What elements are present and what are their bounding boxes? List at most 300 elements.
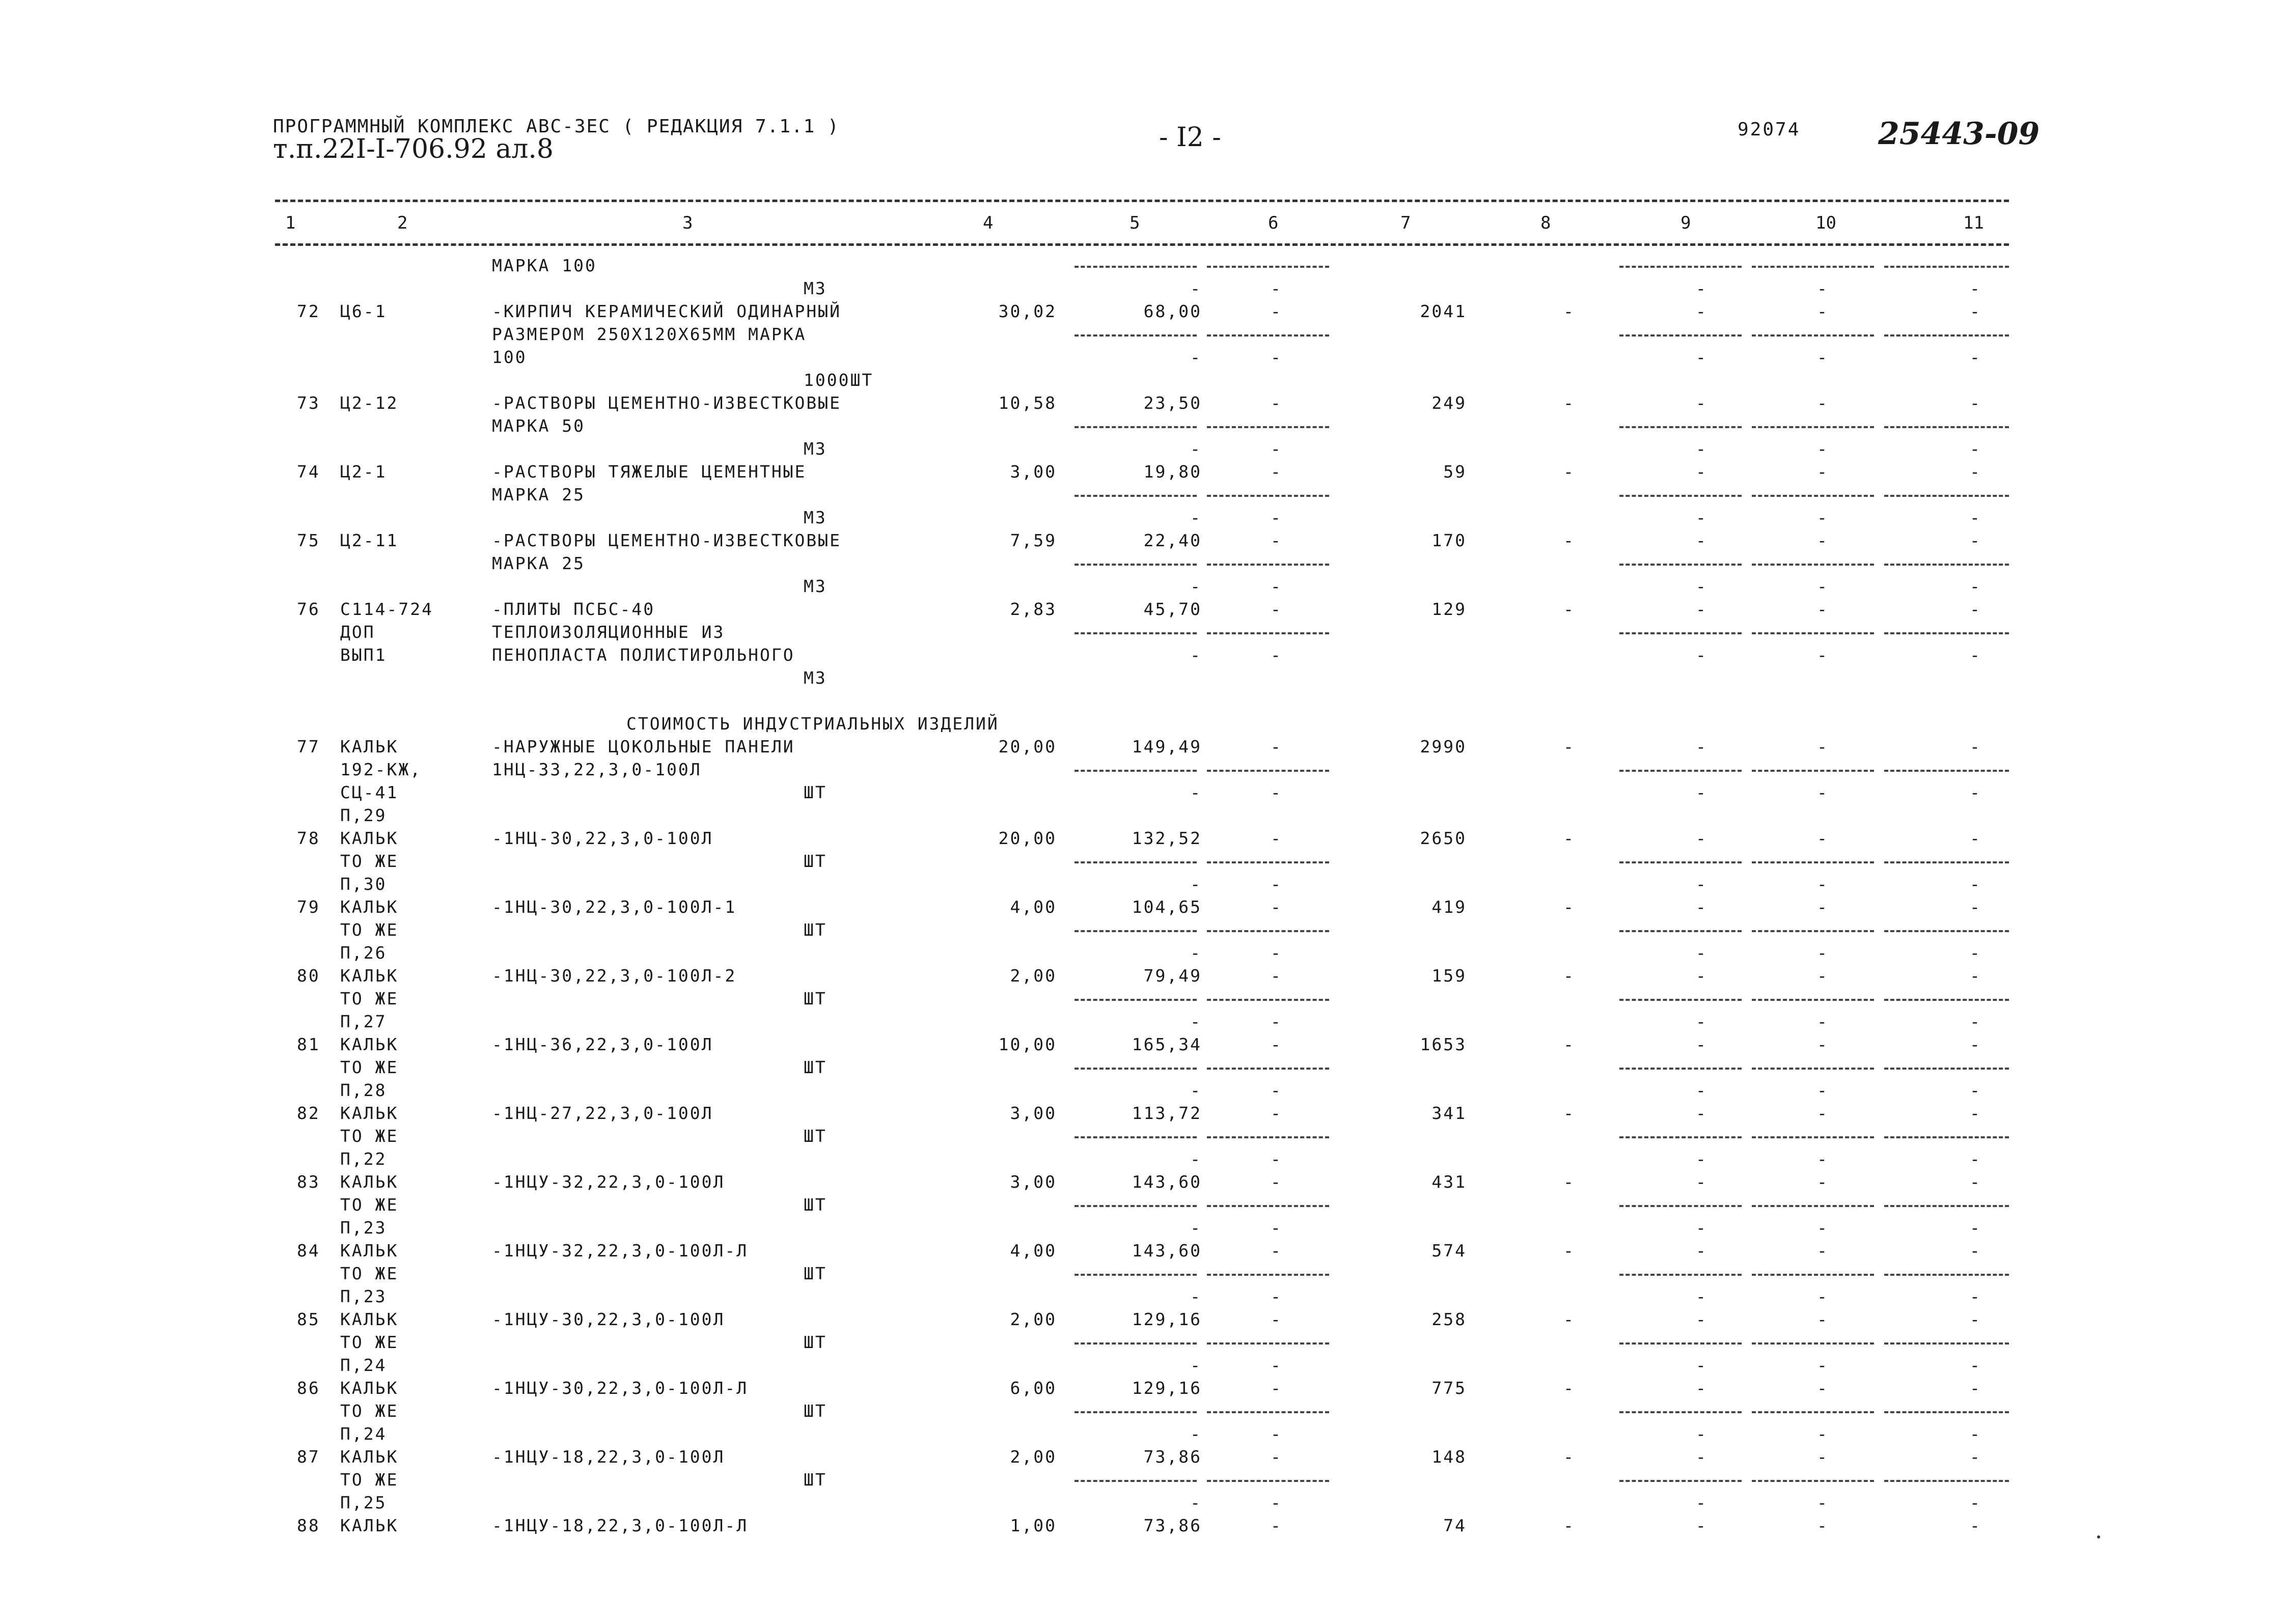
quantity: 3,00 — [1010, 1103, 1057, 1123]
col-10: - — [1817, 1218, 1829, 1238]
unit: ШТ — [804, 1195, 827, 1215]
col-9: - — [1696, 1012, 1707, 1031]
item-name: 100 — [492, 347, 527, 367]
item-name: -КИРПИЧ КЕРАМИЧЕСКИЙ ОДИНАРНЫЙ — [492, 301, 842, 321]
col-5: 79,49 — [1143, 966, 1202, 986]
col-9: - — [1696, 1355, 1707, 1375]
dashed-rule — [1207, 861, 1329, 863]
col-11: - — [1970, 1493, 1981, 1513]
col-6: - — [1271, 1172, 1282, 1192]
col-5: 129,16 — [1132, 1309, 1202, 1329]
rate-code: КАЛЬК — [340, 1103, 399, 1123]
col-5: 45,70 — [1143, 599, 1202, 619]
col-11: - — [1970, 1424, 1981, 1444]
dashed-rule — [1619, 334, 1742, 337]
col-6: - — [1271, 508, 1282, 527]
col-9: - — [1696, 1424, 1707, 1444]
table-row — [0, 301, 2286, 324]
col-6: - — [1271, 1424, 1282, 1444]
col-7: 159 — [1431, 966, 1467, 986]
table-row — [0, 1080, 2286, 1103]
col-11: - — [1970, 943, 1981, 963]
col-5: - — [1190, 1286, 1202, 1306]
item-name: ПЕНОПЛАСТА ПОЛИСТИРОЛЬНОГО — [492, 645, 795, 665]
rate-code: Ц2-12 — [340, 393, 399, 413]
quantity: 20,00 — [998, 828, 1057, 848]
col-5: - — [1190, 1424, 1202, 1444]
col-10: - — [1817, 645, 1829, 665]
unit: ШТ — [804, 920, 827, 940]
col-5: 73,86 — [1143, 1447, 1202, 1467]
col-6: - — [1271, 1309, 1282, 1329]
col-10: - — [1817, 737, 1829, 757]
col-11: - — [1970, 439, 1981, 459]
col-10: - — [1817, 1103, 1829, 1123]
col-6: - — [1271, 897, 1282, 917]
table-row — [0, 737, 2286, 760]
col-7: 2990 — [1420, 737, 1467, 757]
col-6: - — [1271, 737, 1282, 757]
col-5: 104,65 — [1132, 897, 1202, 917]
rate-code: П,22 — [340, 1149, 387, 1169]
dashed-rule — [1884, 861, 2009, 863]
rate-code: П,25 — [340, 1493, 387, 1513]
col-8: - — [1563, 599, 1575, 619]
table-row — [0, 1355, 2286, 1378]
row-number: 77 — [297, 737, 320, 757]
col-10: - — [1817, 576, 1829, 596]
col-9: - — [1696, 1447, 1707, 1467]
document-number: 25443-09 — [1878, 116, 2040, 152]
item-name: МАРКА 25 — [492, 553, 585, 573]
col-11: - — [1970, 1447, 1981, 1467]
col-8: - — [1563, 897, 1575, 917]
col-9: - — [1696, 1218, 1707, 1238]
dashed-rule — [1207, 426, 1329, 428]
dashed-rule — [1075, 770, 1197, 772]
col-6: - — [1271, 1516, 1282, 1535]
col-11: - — [1970, 278, 1981, 298]
col-11: - — [1970, 782, 1981, 802]
col-6: - — [1271, 1378, 1282, 1398]
dashed-rule — [1619, 1342, 1742, 1345]
quantity: 1,00 — [1010, 1516, 1057, 1535]
col-8: - — [1563, 1172, 1575, 1192]
dashed-rule — [1619, 770, 1742, 772]
col-11: - — [1970, 1172, 1981, 1192]
row-number: 86 — [297, 1378, 320, 1398]
col-6: - — [1271, 943, 1282, 963]
table-row — [0, 805, 2286, 828]
col-10: - — [1817, 393, 1829, 413]
col-5: 68,00 — [1143, 301, 1202, 321]
col-7: 574 — [1431, 1241, 1467, 1261]
table-row — [0, 645, 2286, 668]
item-name: -РАСТВОРЫ ТЯЖЕЛЫЕ ЦЕМЕНТНЫЕ — [492, 462, 807, 482]
dashed-rule — [1752, 495, 1874, 497]
col-10: - — [1817, 462, 1829, 482]
estimate-table — [0, 256, 2286, 1538]
rate-code: П,23 — [340, 1218, 387, 1238]
dashed-rule — [1752, 999, 1874, 1001]
column-header-1: 1 — [285, 213, 296, 233]
col-6: - — [1271, 576, 1282, 596]
dashed-rule — [1884, 564, 2009, 566]
col-10: - — [1817, 1149, 1829, 1169]
table-row — [0, 393, 2286, 416]
col-9: - — [1696, 1309, 1707, 1329]
dashed-rule — [1207, 632, 1329, 634]
col-5: - — [1190, 576, 1202, 596]
unit: М3 — [804, 576, 827, 596]
rate-code: КАЛЬК — [340, 1309, 399, 1329]
dashed-rule — [1884, 1205, 2009, 1207]
dashed-rule — [1619, 1068, 1742, 1070]
column-header-8: 8 — [1540, 213, 1551, 233]
dashed-rule — [1207, 1480, 1329, 1482]
column-header-row — [0, 213, 2286, 238]
col-11: - — [1970, 1218, 1981, 1238]
col-8: - — [1563, 1309, 1575, 1329]
col-10: - — [1817, 1355, 1829, 1375]
col-9: - — [1696, 1241, 1707, 1261]
unit: ШТ — [804, 1470, 827, 1490]
rate-code: ТО ЖЕ — [340, 1195, 399, 1215]
col-8: - — [1563, 1034, 1575, 1054]
col-11: - — [1970, 1103, 1981, 1123]
col-6: - — [1271, 599, 1282, 619]
col-5: - — [1190, 1355, 1202, 1375]
dashed-rule — [1619, 999, 1742, 1001]
col-9: - — [1696, 576, 1707, 596]
rate-code: СЦ-41 — [340, 782, 399, 802]
rate-code: ДОП — [340, 622, 375, 642]
item-name: -РАСТВОРЫ ЦЕМЕНТНО-ИЗВЕСТКОВЫЕ — [492, 530, 842, 550]
row-number: 83 — [297, 1172, 320, 1192]
rate-code: ТО ЖЕ — [340, 920, 399, 940]
col-11: - — [1970, 347, 1981, 367]
col-10: - — [1817, 599, 1829, 619]
unit: ШТ — [804, 989, 827, 1009]
col-5: - — [1190, 874, 1202, 894]
col-8: - — [1563, 301, 1575, 321]
table-header-rule — [275, 243, 2009, 246]
table-row — [0, 462, 2286, 485]
dashed-rule — [1884, 930, 2009, 932]
col-11: - — [1970, 1355, 1981, 1375]
col-5: 149,49 — [1132, 737, 1202, 757]
rate-code: П,23 — [340, 1286, 387, 1306]
column-header-10: 10 — [1815, 213, 1836, 233]
dashed-rule — [1619, 1480, 1742, 1482]
col-10: - — [1817, 1286, 1829, 1306]
dashed-rule — [1207, 564, 1329, 566]
table-row — [0, 485, 2286, 508]
col-5: - — [1190, 508, 1202, 527]
row-number: 74 — [297, 462, 320, 482]
col-9: - — [1696, 1172, 1707, 1192]
col-5: - — [1190, 347, 1202, 367]
row-number: 81 — [297, 1034, 320, 1054]
row-number: 72 — [297, 301, 320, 321]
dashed-rule — [1752, 1411, 1874, 1413]
col-5: 73,86 — [1143, 1516, 1202, 1535]
table-row — [0, 1493, 2286, 1516]
unit: ШТ — [804, 782, 827, 802]
table-row — [0, 668, 2286, 691]
rate-code: КАЛЬК — [340, 737, 399, 757]
rate-code: П,27 — [340, 1012, 387, 1031]
rate-code: КАЛЬК — [340, 1516, 399, 1535]
dashed-rule — [1752, 1342, 1874, 1345]
column-header-4: 4 — [983, 213, 994, 233]
col-11: - — [1970, 874, 1981, 894]
col-10: - — [1817, 874, 1829, 894]
rate-code: Ц6-1 — [340, 301, 387, 321]
col-7: 148 — [1431, 1447, 1467, 1467]
rate-code: ТО ЖЕ — [340, 989, 399, 1009]
col-11: - — [1970, 530, 1981, 550]
col-6: - — [1271, 1218, 1282, 1238]
dashed-rule — [1207, 930, 1329, 932]
dashed-rule — [1075, 564, 1197, 566]
quantity: 2,00 — [1010, 1447, 1057, 1467]
col-10: - — [1817, 1493, 1829, 1513]
dashed-rule — [1075, 1480, 1197, 1482]
col-9: - — [1696, 1149, 1707, 1169]
col-5: 132,52 — [1132, 828, 1202, 848]
dashed-rule — [1075, 266, 1197, 268]
rate-code: 192-КЖ, — [340, 760, 422, 779]
program-header — [273, 116, 840, 164]
row-number: 88 — [297, 1516, 320, 1535]
row-number: 80 — [297, 966, 320, 986]
col-5: - — [1190, 1080, 1202, 1100]
col-11: - — [1970, 645, 1981, 665]
item-name: МАРКА 25 — [492, 485, 585, 505]
dashed-rule — [1075, 632, 1197, 634]
table-row — [0, 576, 2286, 599]
col-5: - — [1190, 439, 1202, 459]
col-11: - — [1970, 897, 1981, 917]
item-name: -1НЦУ-30,22,3,0-100Л — [492, 1309, 725, 1329]
program-line: ПРОГРАММНЫЙ КОМПЛЕКС АВС-3ЕС ( РЕДАКЦИЯ 7.1.1 ) — [273, 116, 840, 137]
dashed-rule — [1075, 1068, 1197, 1070]
col-6: - — [1271, 645, 1282, 665]
quantity: 3,00 — [1010, 1172, 1057, 1192]
dashed-rule — [1075, 1205, 1197, 1207]
dashed-rule — [1075, 334, 1197, 337]
col-6: - — [1271, 347, 1282, 367]
col-11: - — [1970, 576, 1981, 596]
col-9: - — [1696, 462, 1707, 482]
col-7: 1653 — [1420, 1034, 1467, 1054]
col-9: - — [1696, 347, 1707, 367]
dashed-rule — [1884, 1274, 2009, 1276]
col-6: - — [1271, 1034, 1282, 1054]
col-8: - — [1563, 530, 1575, 550]
dashed-rule — [1207, 999, 1329, 1001]
item-name: -1НЦУ-30,22,3,0-100Л-Л — [492, 1378, 749, 1398]
dashed-rule — [1619, 426, 1742, 428]
col-11: - — [1970, 1080, 1981, 1100]
column-header-3: 3 — [682, 213, 693, 233]
col-5: - — [1190, 1493, 1202, 1513]
item-name: -РАСТВОРЫ ЦЕМЕНТНО-ИЗВЕСТКОВЫЕ — [492, 393, 842, 413]
table-row — [0, 416, 2286, 439]
col-10: - — [1817, 782, 1829, 802]
col-9: - — [1696, 439, 1707, 459]
rate-code: КАЛЬК — [340, 966, 399, 986]
dashed-rule — [1619, 930, 1742, 932]
col-11: - — [1970, 1034, 1981, 1054]
col-11: - — [1970, 599, 1981, 619]
item-name: -1НЦ-30,22,3,0-100Л-1 — [492, 897, 737, 917]
col-11: - — [1970, 462, 1981, 482]
col-9: - — [1696, 737, 1707, 757]
column-header-6: 6 — [1268, 213, 1279, 233]
table-row — [0, 1195, 2286, 1218]
col-9: - — [1696, 1286, 1707, 1306]
dashed-rule — [1619, 1411, 1742, 1413]
dashed-rule — [1075, 426, 1197, 428]
col-9: - — [1696, 1516, 1707, 1535]
dashed-rule — [1884, 426, 2009, 428]
item-name: -1НЦУ-32,22,3,0-100Л-Л — [492, 1241, 749, 1261]
quantity: 2,00 — [1010, 966, 1057, 986]
col-5: 165,34 — [1132, 1034, 1202, 1054]
col-8: - — [1563, 737, 1575, 757]
unit: ШТ — [804, 1332, 827, 1352]
col-6: - — [1271, 462, 1282, 482]
dashed-rule — [1884, 999, 2009, 1001]
table-row — [0, 347, 2286, 370]
rate-code: КАЛЬК — [340, 1034, 399, 1054]
table-row — [0, 1264, 2286, 1286]
dashed-rule — [1884, 266, 2009, 268]
table-row — [0, 370, 2286, 393]
col-6: - — [1271, 1080, 1282, 1100]
col-6: - — [1271, 966, 1282, 986]
table-row — [0, 439, 2286, 462]
table-row — [0, 1149, 2286, 1172]
dashed-rule — [1207, 1411, 1329, 1413]
dashed-rule — [1752, 1205, 1874, 1207]
col-10: - — [1817, 897, 1829, 917]
table-row — [0, 851, 2286, 874]
dashed-rule — [1884, 1068, 2009, 1070]
rate-code: П,28 — [340, 1080, 387, 1100]
quantity: 10,00 — [998, 1034, 1057, 1054]
col-9: - — [1696, 393, 1707, 413]
col-6: - — [1271, 301, 1282, 321]
col-9: - — [1696, 1378, 1707, 1398]
dashed-rule — [1752, 861, 1874, 863]
rate-code: П,24 — [340, 1355, 387, 1375]
col-6: - — [1271, 782, 1282, 802]
rate-code: ТО ЖЕ — [340, 1264, 399, 1283]
item-name: -1НЦ-36,22,3,0-100Л — [492, 1034, 713, 1054]
dashed-rule — [1075, 861, 1197, 863]
table-row — [0, 691, 2286, 714]
rate-code: ТО ЖЕ — [340, 1470, 399, 1490]
dashed-rule — [1619, 861, 1742, 863]
item-name: -ПЛИТЫ ПСБС-40 — [492, 599, 655, 619]
col-5: - — [1190, 782, 1202, 802]
row-number: 73 — [297, 393, 320, 413]
col-11: - — [1970, 393, 1981, 413]
table-row — [0, 966, 2286, 989]
col-9: - — [1696, 645, 1707, 665]
col-8: - — [1563, 1241, 1575, 1261]
col-6: - — [1271, 1286, 1282, 1306]
dashed-rule — [1075, 999, 1197, 1001]
dashed-rule — [1207, 266, 1329, 268]
col-6: - — [1271, 1493, 1282, 1513]
col-10: - — [1817, 439, 1829, 459]
dashed-rule — [1884, 495, 2009, 497]
col-10: - — [1817, 530, 1829, 550]
col-5: 19,80 — [1143, 462, 1202, 482]
rate-code: С114-724 — [340, 599, 433, 619]
col-9: - — [1696, 599, 1707, 619]
col-7: 74 — [1443, 1516, 1467, 1535]
col-10: - — [1817, 1447, 1829, 1467]
table-row — [0, 1012, 2286, 1034]
col-10: - — [1817, 347, 1829, 367]
column-header-11: 11 — [1963, 213, 1984, 233]
col-5: 23,50 — [1143, 393, 1202, 413]
col-7: 258 — [1431, 1309, 1467, 1329]
table-row — [0, 1516, 2286, 1538]
col-9: - — [1696, 874, 1707, 894]
table-row — [0, 1332, 2286, 1355]
dashed-rule — [1884, 1480, 2009, 1482]
col-8: - — [1563, 462, 1575, 482]
dashed-rule — [1752, 266, 1874, 268]
unit: М3 — [804, 668, 827, 688]
col-7: 129 — [1431, 599, 1467, 619]
item-name: -1НЦ-30,22,3,0-100Л — [492, 828, 713, 848]
col-10: - — [1817, 1012, 1829, 1031]
col-9: - — [1696, 897, 1707, 917]
dashed-rule — [1752, 1136, 1874, 1138]
col-11: - — [1970, 1309, 1981, 1329]
dashed-rule — [1075, 1342, 1197, 1345]
unit: М3 — [804, 508, 827, 527]
dashed-rule — [1619, 1136, 1742, 1138]
dashed-rule — [1619, 564, 1742, 566]
col-6: - — [1271, 278, 1282, 298]
dashed-rule — [1207, 770, 1329, 772]
dashed-rule — [1752, 930, 1874, 932]
col-11: - — [1970, 1241, 1981, 1261]
rate-code: ВЫП1 — [340, 645, 387, 665]
col-11: - — [1970, 301, 1981, 321]
table-row — [0, 553, 2286, 576]
table-row — [0, 1470, 2286, 1493]
table-row — [0, 782, 2286, 805]
quantity: 2,00 — [1010, 1309, 1057, 1329]
col-11: - — [1970, 966, 1981, 986]
item-name: РАЗМЕРОМ 250Х120Х65ММ МАРКА — [492, 324, 807, 344]
col-11: - — [1970, 1012, 1981, 1031]
col-11: - — [1970, 1286, 1981, 1306]
table-row — [0, 1241, 2286, 1264]
col-10: - — [1817, 1378, 1829, 1398]
table-row — [0, 1103, 2286, 1126]
rate-code: П,24 — [340, 1424, 387, 1444]
